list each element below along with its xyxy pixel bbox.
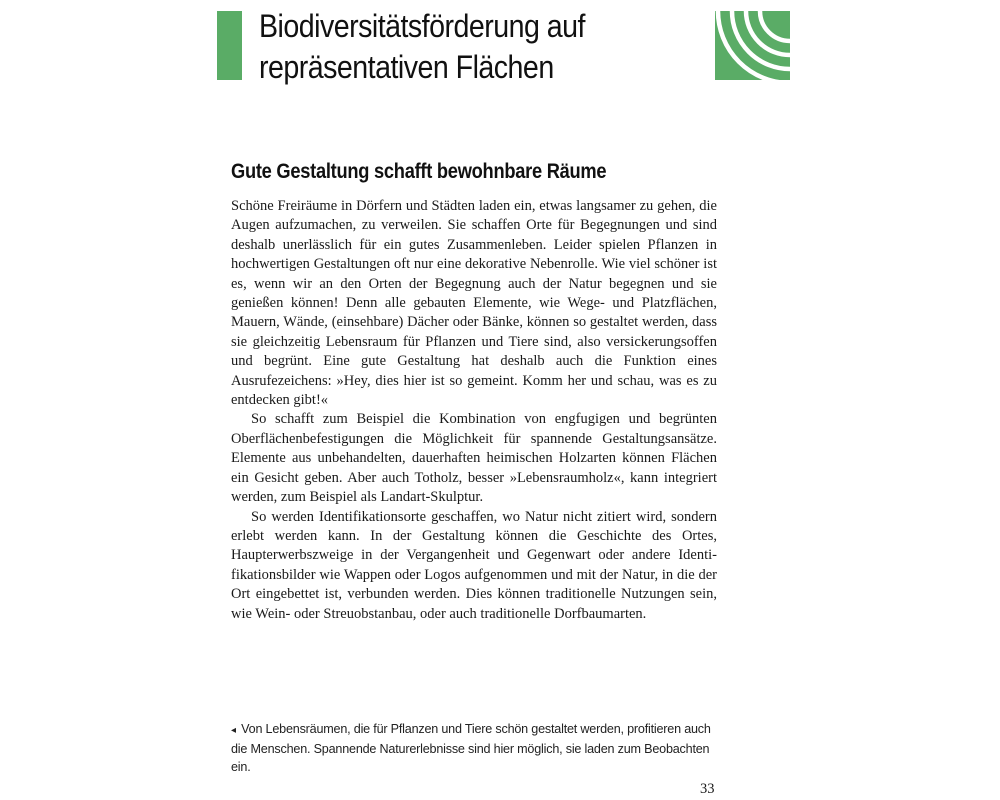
paragraph: Schöne Freiräume in Dörfern und Städten laden ein, etwas langsamer zu gehen, die Augen aufzumachen, zu verweilen. Sie schaffen Orte für Begegnungen und sind deshalb unerlässlich für ein gutes Zusammenleben. Leider spielen Pflanzen in hochwertigen Gestaltungen oft nur eine dekorative Nebenrolle. Wie viel schöner ist es, wenn wir an den Orten der Begegnung auch der Natur begegnen und sie genießen können! Denn alle gebauten Elemente, wie Wege- und Platzflächen, Mauern, Wände, (einsehbare) Dächer oder Bänke, können so gestaltet werden, dass sie gleichzeitig Lebensraum für Pflanzen und Tiere sind, also versickerungsoffen und begrünt. Eine gute Gestaltung hat deshalb auch die Funktion eines Ausrufezeichens: »Hey, dies hier ist so gemeint. Komm her und schau, was es zu entdecken gibt!« (231, 198, 717, 409)
paragraph: So schafft zum Beispiel die Kombination von engfugigen und begrünten Oberflächenbefestigungen die Möglichkeit für spannende Gestaltungsansätze. Elemente aus unbehandelten, dauerhaften heimischen Holzarten können Flächen ein Gesicht geben. Aber auch Totholz, besser »Lebensraumholz«, kann integriert werden, zum Beispiel als Landart-Skulptur. (231, 411, 717, 506)
left-arrow-icon: ◂ (231, 725, 236, 736)
paragraph: So werden Identifikationsorte geschaffen, wo Natur nicht zitiert wird, sondern erlebt werden kann. In der Gestaltung können die Geschichte des Ortes, Haupterwerbszweige in der Vergangenheit und Gegenwart oder andere Identifikationsbilder wie Wappen oder Logos aufgenommen und mit der Natur, in die der Ort eingebettet ist, verbunden werden. Dies können traditionelle Nutzungen sein, wie Wein- oder Streuobstanbau, oder auch traditionelle Dorfbaumarten. (231, 508, 717, 622)
chapter-title-line-2: repräsentativen Flächen (259, 49, 554, 85)
chapter-accent-bar (217, 11, 242, 80)
section-heading: Gute Gestaltung schafft bewohnbare Räume (231, 160, 607, 183)
page-number: 33 (700, 781, 715, 797)
body-text (231, 197, 717, 624)
caption-text: Von Lebensräumen, die für Pflanzen und Tiere schön gestaltet werden, profitieren auch die Menschen. Spannende Naturerlebnisse sind hier möglich, sie laden zum Beobachten ein. (231, 722, 711, 774)
chapter-title (259, 6, 646, 88)
image-caption (231, 720, 721, 776)
concentric-arcs-icon (715, 11, 790, 80)
chapter-title-line-1: Biodiversitätsförderung auf (259, 8, 585, 44)
